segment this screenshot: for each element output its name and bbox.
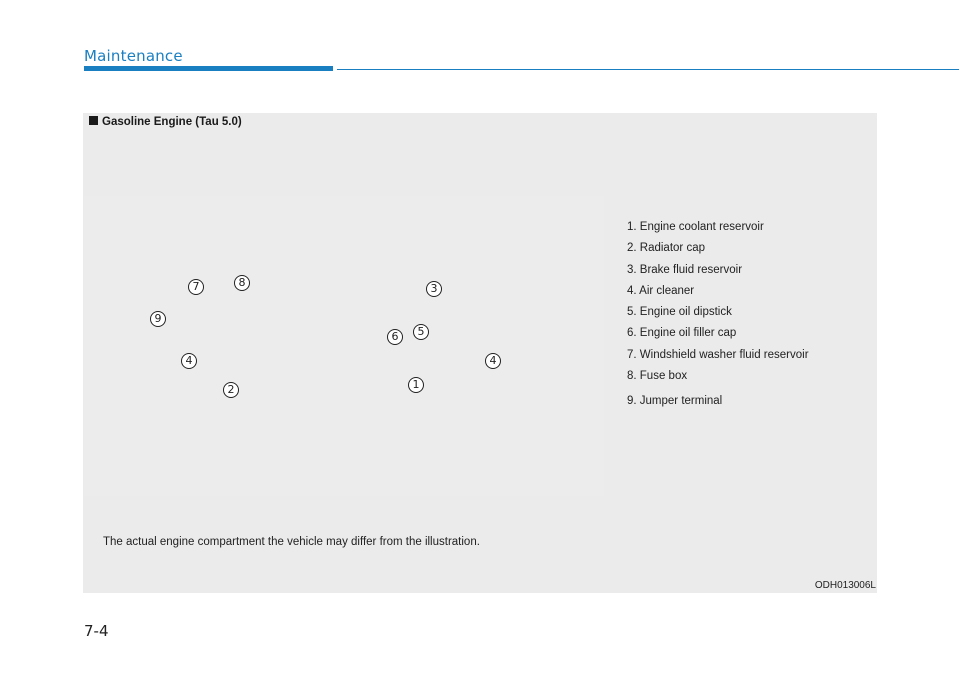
header-rule: [337, 69, 959, 70]
legend-item: 5. Engine oil dipstick: [627, 306, 732, 319]
legend-item: 1. Engine coolant reservoir: [627, 221, 764, 233]
legend-item: 8. Fuse box: [627, 370, 688, 383]
parts-legend: [627, 219, 809, 415]
callout-7: 7: [188, 279, 204, 295]
header-rule-accent: [84, 66, 333, 71]
engine-illustration: [84, 196, 604, 496]
callout-1: 1: [408, 377, 424, 393]
legend-item: 3. Brake fluid reservoir: [627, 263, 743, 276]
callout-6: 6: [387, 329, 403, 345]
figure-heading: [89, 116, 242, 128]
illustration-note: The actual engine compartment the vehicle may differ from the illustration.: [103, 536, 480, 548]
callout-8: 8: [234, 275, 250, 291]
callout-3: 3: [426, 281, 442, 297]
callout-9: 9: [150, 311, 166, 327]
legend-item: 4. Air cleaner: [627, 284, 695, 297]
figure-heading-text: Gasoline Engine (Tau 5.0): [102, 116, 242, 128]
legend-item: 7. Windshield washer fluid reservoir: [627, 348, 809, 361]
callout-4-left: 4: [181, 353, 197, 369]
legend-item: 6. Engine oil filler cap: [627, 327, 737, 340]
callout-2: 2: [223, 382, 239, 398]
page-number: 7-4: [84, 622, 109, 640]
figure-panel: [83, 113, 877, 593]
legend-item: 2. Radiator cap: [627, 242, 705, 255]
legend-item: 9. Jumper terminal: [627, 395, 723, 408]
callout-4-right: 4: [485, 353, 501, 369]
section-title: Maintenance: [84, 47, 183, 65]
bullet-square-icon: [89, 116, 98, 125]
callout-5: 5: [413, 324, 429, 340]
figure-code: ODH013006L: [814, 580, 876, 591]
